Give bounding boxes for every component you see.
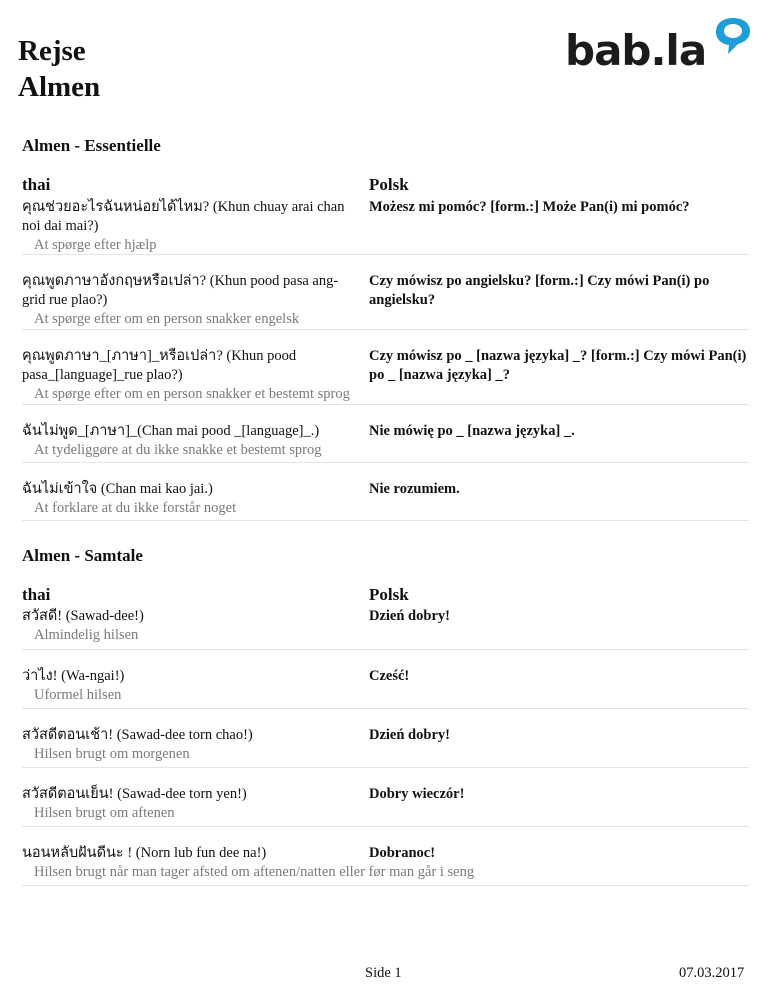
page-title-line-1: Rejse	[18, 35, 86, 67]
phrase-row	[22, 255, 749, 330]
section-essentielle	[22, 135, 749, 521]
polish-phrase: Możesz mi pomóc? [form.:] Może Pan(i) mi pomóc?	[369, 199, 690, 215]
thai-phrase: คุณช่วยอะไรฉันหน่อยได้ไหม? (Khun chuay arai chan noi dai mai?)	[22, 199, 345, 234]
section-title: Almen - Essentielle	[22, 136, 161, 155]
phrase-row	[22, 650, 749, 709]
section-title: Almen - Samtale	[22, 546, 143, 565]
page-number: Side 1	[365, 965, 402, 981]
usage-note: Hilsen brugt når man tager afsted om aftenen/natten eller før man går i seng	[34, 864, 475, 880]
page-title-line-2: Almen	[18, 71, 101, 103]
phrase-row	[22, 405, 749, 463]
thai-phrase: สวัสดีตอนเย็น! (Sawad-dee torn yen!)	[22, 786, 247, 802]
thai-phrase: ฉันไม่พูด_[ภาษา]_(Chan mai pood _[language]_.)	[22, 423, 320, 439]
polish-phrase: Dzień dobry!	[369, 727, 450, 743]
polish-phrase: Nie rozumiem.	[369, 481, 460, 497]
col-header-polsk: Polsk	[369, 585, 409, 604]
thai-phrase: สวัสดี! (Sawad-dee!)	[22, 608, 144, 624]
phrase-row	[22, 330, 749, 405]
section-samtale	[22, 545, 749, 886]
thai-phrase: คุณพูดภาษาอังกฤษหรือเปล่า? (Khun pood pasa ang-grid rue plao?)	[22, 273, 339, 308]
column-headers	[22, 584, 749, 606]
polish-phrase: Dobranoc!	[369, 845, 436, 861]
babla-logo	[565, 14, 755, 80]
page-header	[18, 33, 100, 105]
thai-phrase: ว่าไง! (Wa-ngai!)	[22, 668, 125, 684]
phrase-row	[22, 463, 749, 521]
polish-phrase: Dobry wieczór!	[369, 786, 465, 802]
phrase-row	[22, 198, 749, 255]
footer-date: 07.03.2017	[679, 965, 745, 981]
polish-phrase: Nie mówię po _ [nazwa języka] _.	[369, 423, 575, 439]
col-header-polsk: Polsk	[369, 175, 409, 194]
polish-phrase: Cześć!	[369, 668, 410, 684]
polish-phrase: Dzień dobry!	[369, 608, 450, 624]
usage-note: At spørge efter hjælp	[34, 237, 157, 253]
usage-note: Hilsen brugt om aftenen	[34, 805, 175, 821]
speech-bubble-icon	[711, 14, 755, 58]
phrase-row	[22, 768, 749, 827]
polish-phrase: Czy mówisz po _ [nazwa języka] _? [form.:] Czy mówi Pan(i) po _ [nazwa języka] _?	[369, 348, 747, 383]
usage-note: At spørge efter om en person snakker et bestemt sprog	[34, 386, 350, 402]
thai-phrase: ฉันไม่เข้าใจ (Chan mai kao jai.)	[22, 481, 213, 497]
usage-note: At tydeliggøre at du ikke snakke et bestemt sprog	[34, 442, 322, 458]
usage-note: At forklare at du ikke forstår noget	[34, 500, 237, 516]
phrase-row	[22, 607, 749, 650]
col-header-thai: thai	[22, 585, 51, 604]
usage-note: At spørge efter om en person snakker engelsk	[34, 311, 300, 327]
thai-phrase: สวัสดีตอนเช้า! (Sawad-dee torn chao!)	[22, 727, 253, 743]
phrase-row	[22, 827, 749, 886]
polish-phrase: Czy mówisz po angielsku? [form.:] Czy mówi Pan(i) po angielsku?	[369, 273, 710, 308]
phrase-row	[22, 709, 749, 768]
thai-phrase: นอนหลับฝันดีนะ ! (Norn lub fun dee na!)	[22, 845, 267, 861]
logo-text: bab.la	[565, 26, 707, 75]
column-headers	[22, 174, 749, 196]
usage-note: Almindelig hilsen	[34, 627, 139, 643]
col-header-thai: thai	[22, 175, 51, 194]
usage-note: Hilsen brugt om morgenen	[34, 746, 190, 762]
thai-phrase: คุณพูดภาษา_[ภาษา]_หรือเปล่า? (Khun pood pasa_[language]_rue plao?)	[22, 348, 297, 383]
usage-note: Uformel hilsen	[34, 687, 122, 703]
